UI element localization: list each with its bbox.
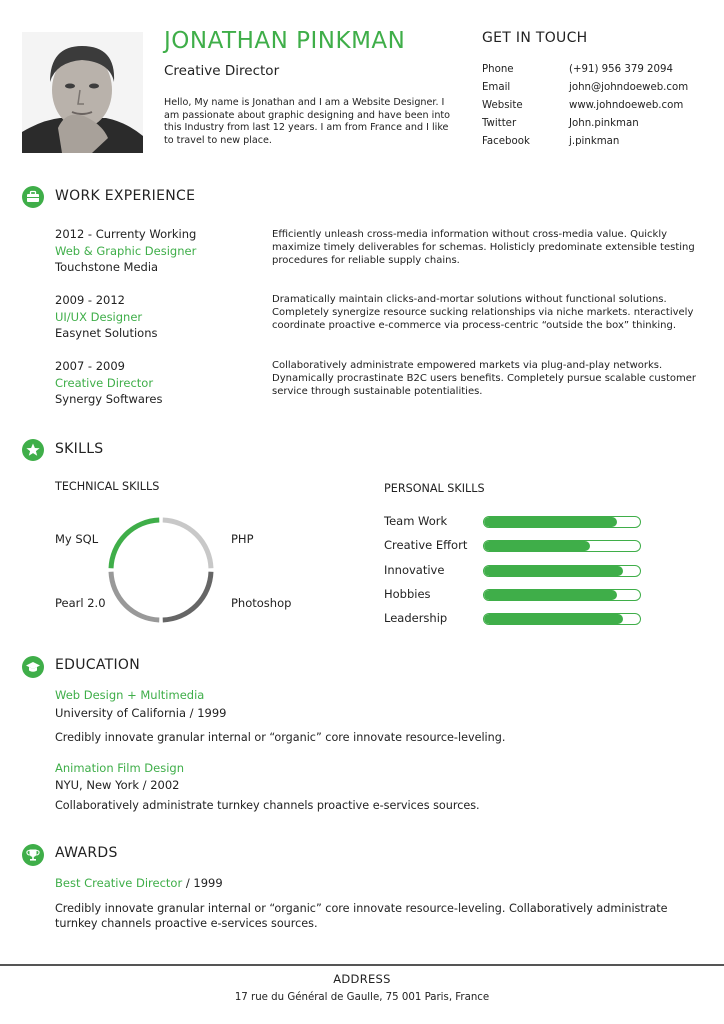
job-position: UI/UX Designer [55,309,143,324]
contact-value[interactable]: www.johndoeweb.com [569,100,684,111]
education-course: Web Design + Multimedia [55,688,205,702]
job-entry [55,358,162,408]
contact-value: John.pinkman [569,118,639,129]
tech-skill-label: Photoshop [231,596,292,610]
contact-label: Email [482,82,511,93]
job-period: 2007 - 2009 [55,359,125,373]
skill-bar-fill [484,566,623,576]
job-position: Creative Director [55,375,154,390]
section-title-education: EDUCATION [55,657,141,673]
job-period: 2012 - Currenty Working [55,227,197,241]
contact-title: GET IN TOUCH [482,30,588,46]
award-description: Credibly innovate granular internal or “organic” core innovate resource-leveling. Collaboratively administrate turnkey channels proactive e-services sources. [55,902,668,930]
contact-label: Facebook [482,136,530,147]
education-school: NYU, New York / 2002 [55,778,180,792]
education-course: Animation Film Design [55,761,185,775]
award-line [55,876,223,890]
personal-skill-label: Team Work [384,514,448,528]
tech-skill-label: My SQL [55,532,99,546]
skill-bar-fill [484,614,623,624]
personal-skills-title: PERSONAL SKILLS [384,482,485,495]
job-position: Web & Graphic Designer [55,243,197,258]
education-description: Credibly innovate granular internal or “organic” core innovate resource-leveling. [55,731,506,744]
skill-bar [483,540,641,552]
donut-segment-photoshop [111,572,159,620]
contact-row-phone [482,64,673,75]
intro-text: Hello, My name is Jonathan and I am a Website Designer. I am passionate about graphic designing and have been into this Industry from last 12 years. I am from France and I like to travel to new place. [164,97,451,146]
job-entry [55,226,196,276]
job-description: Efficiently unleash cross-media information without cross-media value. Quickly maximize timely deliverables for schemas. Holisticly predominate extensible testing procedures for reliable supply chains. [272,229,695,266]
tech-skill-label: PHP [231,532,254,546]
technical-skills-title: TECHNICAL SKILLS [55,480,160,493]
contact-row-email [482,82,688,93]
graduation-cap-icon [22,656,44,678]
briefcase-icon [22,186,44,208]
footer-divider [0,964,724,966]
contact-value[interactable]: john@johndoeweb.com [569,82,689,93]
candidate-name: JONATHAN PINKMAN [164,28,406,54]
job-period: 2009 - 2012 [55,293,125,307]
trophy-icon [22,844,44,866]
job-company: Touchstone Media [55,260,159,274]
education-description: Collaboratively administrate turnkey channels proactive e-services sources. [55,799,480,812]
address-text: 17 rue du Général de Gaulle, 75 001 Paris, France [234,992,490,1003]
job-description: Dramatically maintain clicks-and-mortar solutions without functional solutions. Completely synergize resource sucking relationships via niche markets. nteractively coordinate proactive e-commerce via process-centric “outside the box” thinking. [272,294,694,331]
skill-bar [483,589,641,601]
job-company: Easynet Solutions [55,326,158,340]
star-icon [22,439,44,461]
contact-label: Twitter [482,118,517,129]
personal-skill-label: Leadership [384,611,448,625]
candidate-role: Creative Director [164,63,280,79]
tech-skill-label: Pearl 2.0 [55,596,106,610]
donut-segment-pearl-2-0 [111,520,159,568]
portrait-image [22,32,143,153]
section-title-work: WORK EXPERIENCE [55,188,196,204]
section-title-awards: AWARDS [55,845,118,861]
job-company: Synergy Softwares [55,392,163,406]
contact-row-website [482,100,683,111]
skill-bar-fill [484,541,590,551]
skill-bar [483,516,641,528]
contact-label: Website [482,100,523,111]
award-year: / 1999 [182,876,223,890]
donut-segment-php [163,572,211,620]
award-name: Best Creative Director [55,876,183,890]
personal-skill-label: Hobbies [384,587,431,601]
skill-bar-fill [484,517,617,527]
donut-segment-my-sql [163,520,211,568]
skill-bar [483,613,641,625]
education-school: University of California / 1999 [55,706,227,720]
job-description: Collaboratively administrate empowered markets via plug-and-play networks. Dynamically procrastinate B2C users benefits. Completely pursue scalable customer service through sustainable potentialities. [272,360,696,397]
contact-value: j.pinkman [569,136,620,147]
contact-row-twitter [482,118,639,129]
profile-photo [22,32,143,153]
contact-value: (+91) 956 379 2094 [569,64,673,75]
section-title-skills: SKILLS [55,441,104,457]
contact-row-facebook [482,136,619,147]
technical-skills-donut [105,514,217,626]
contact-label: Phone [482,64,514,75]
skill-bar [483,565,641,577]
skill-bar-fill [484,590,617,600]
job-entry [55,292,157,342]
personal-skill-label: Creative Effort [384,538,468,552]
address-title: ADDRESS [333,972,391,986]
personal-skill-label: Innovative [384,563,445,577]
